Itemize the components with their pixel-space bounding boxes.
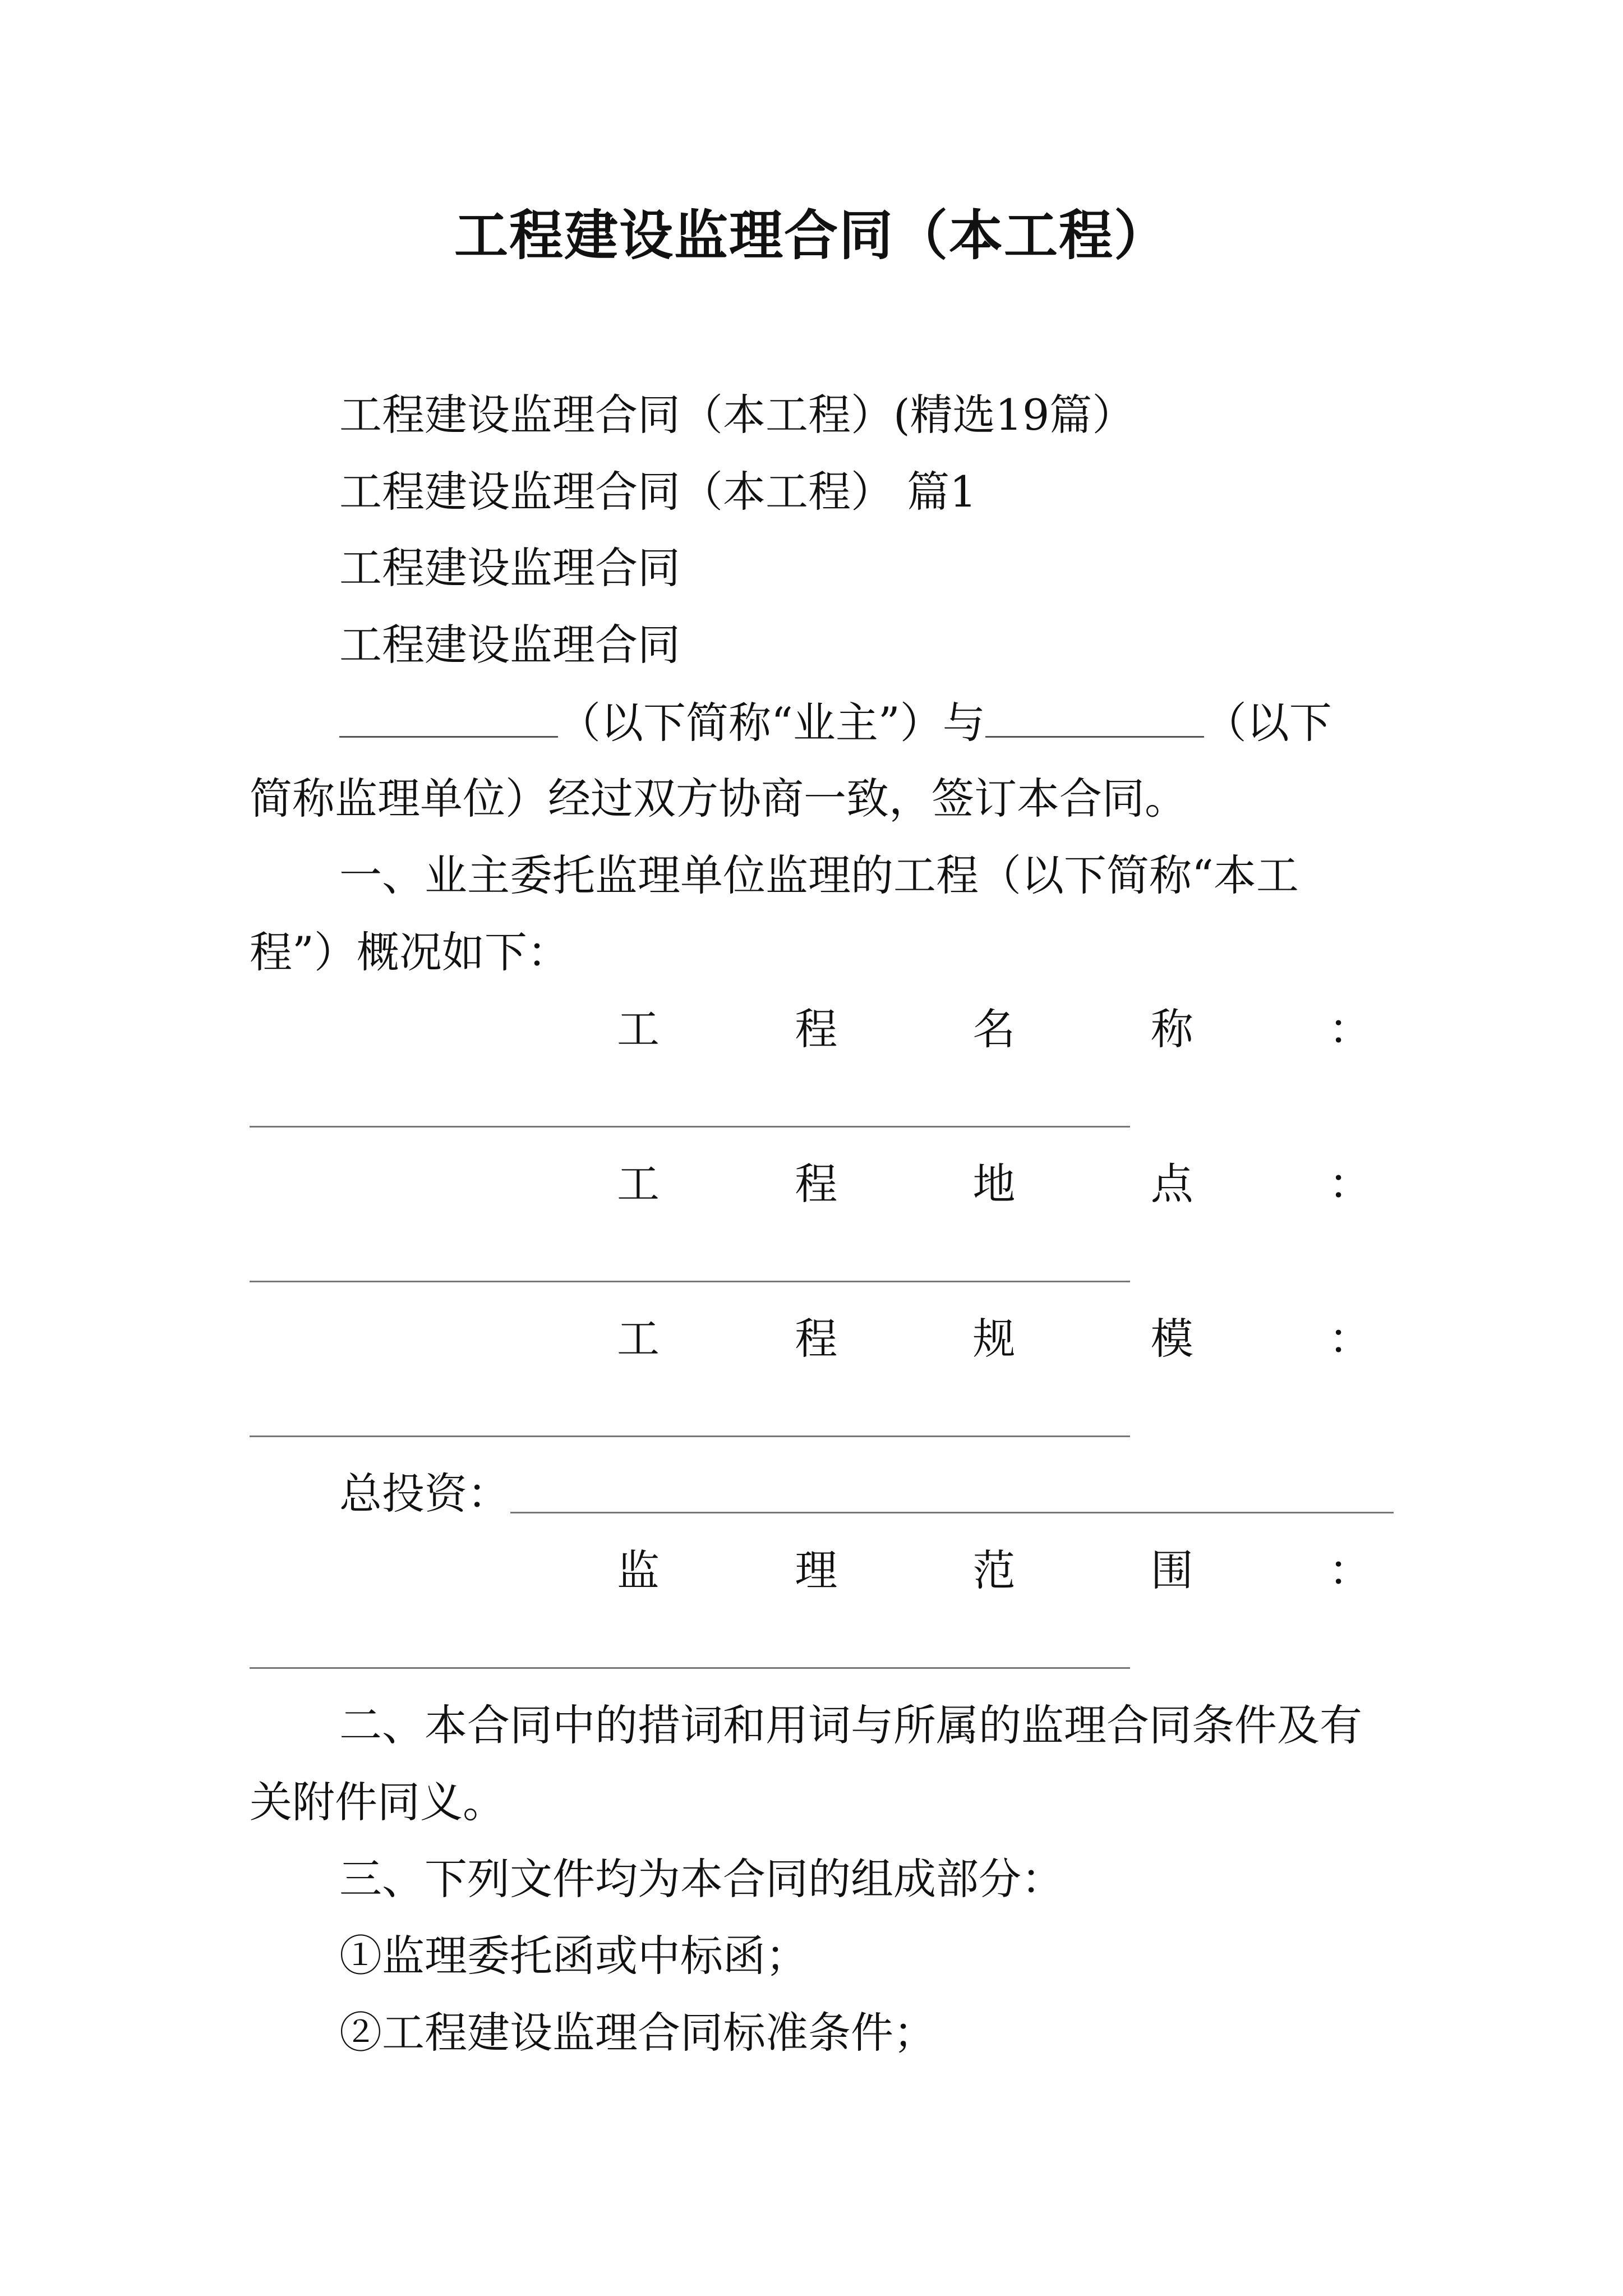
project-scale-blank[interactable] xyxy=(250,1435,1130,1437)
scope-label: 监 理 范 围 ： xyxy=(617,1545,1371,1595)
list-item-1: ①监理委托函或中标函； xyxy=(339,1931,808,1981)
parties-text-a: （以下简称“业主”）与 xyxy=(558,698,985,748)
owner-blank[interactable] xyxy=(339,691,558,738)
investment-label: 总投资： xyxy=(339,1469,510,1519)
list-item-2: ②工程建设监理合同标准条件； xyxy=(339,2008,936,2058)
parties-continued: 简称监理单位）经过双方协商一致，签订本合同。 xyxy=(250,774,1187,823)
heading-b: 工程建设监理合同 xyxy=(339,620,680,670)
part-heading: 工程建设监理合同（本工程） 篇1 xyxy=(339,467,977,517)
document-title: 工程建设监理合同（本工程） xyxy=(454,204,1169,267)
project-location-blank[interactable] xyxy=(250,1281,1130,1282)
scope-blank[interactable] xyxy=(250,1667,1130,1669)
parties-line xyxy=(339,691,1332,754)
item-3: 三、下列文件均为本合同的组成部分： xyxy=(339,1854,1064,1904)
subtitle: 工程建设监理合同（本工程）(精选19篇） xyxy=(339,390,1135,440)
supervisor-blank[interactable] xyxy=(985,691,1204,738)
project-location-label: 工 程 地 点 ： xyxy=(617,1159,1371,1209)
item-1-line-b: 程”）概况如下： xyxy=(250,927,570,977)
item-1-line-a: 一、业主委托监理单位监理的工程（以下简称“本工 xyxy=(339,850,1299,900)
item-2-line-b: 关附件同义。 xyxy=(250,1777,505,1827)
project-name-blank[interactable] xyxy=(250,1126,1130,1128)
item-2-line-a: 二、本合同中的措词和用词与所属的监理合同条件及有 xyxy=(339,1700,1362,1750)
investment-blank[interactable] xyxy=(510,1512,1394,1513)
heading-a: 工程建设监理合同 xyxy=(339,543,680,593)
project-scale-label: 工 程 规 模 ： xyxy=(617,1314,1371,1364)
project-name-label: 工 程 名 称 ： xyxy=(617,1004,1371,1054)
parties-text-b: （以下 xyxy=(1204,698,1332,748)
